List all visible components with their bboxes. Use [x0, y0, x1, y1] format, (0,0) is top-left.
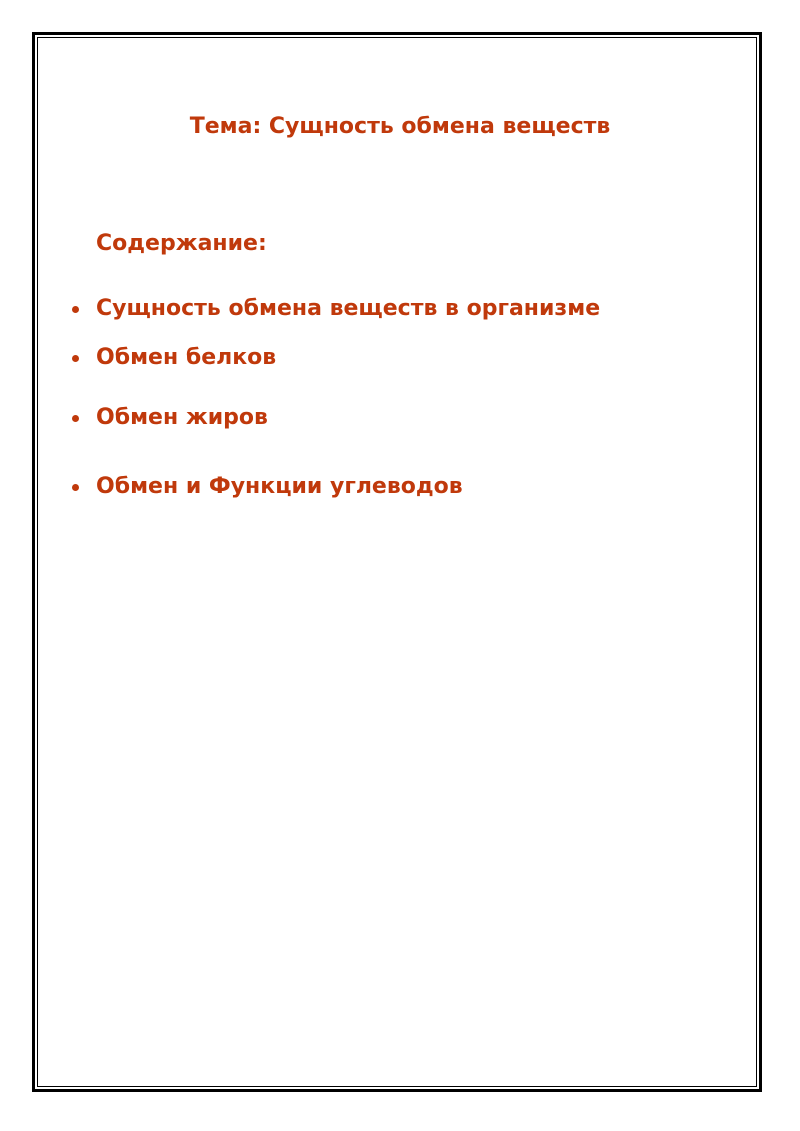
- bullet-icon: [72, 415, 79, 422]
- list-item: Обмен и Функции углеводов: [96, 474, 463, 499]
- contents-heading: Содержание:: [96, 231, 267, 256]
- page-title: Тема: Сущность обмена веществ: [189, 114, 611, 139]
- bullet-icon: [72, 355, 79, 362]
- page-border-inner: [37, 37, 757, 1087]
- list-item: Обмен белков: [96, 345, 277, 370]
- bullet-icon: [72, 306, 79, 313]
- list-item: Обмен жиров: [96, 405, 268, 430]
- bullet-icon: [72, 484, 79, 491]
- list-item: Сущность обмена веществ в организме: [96, 296, 601, 321]
